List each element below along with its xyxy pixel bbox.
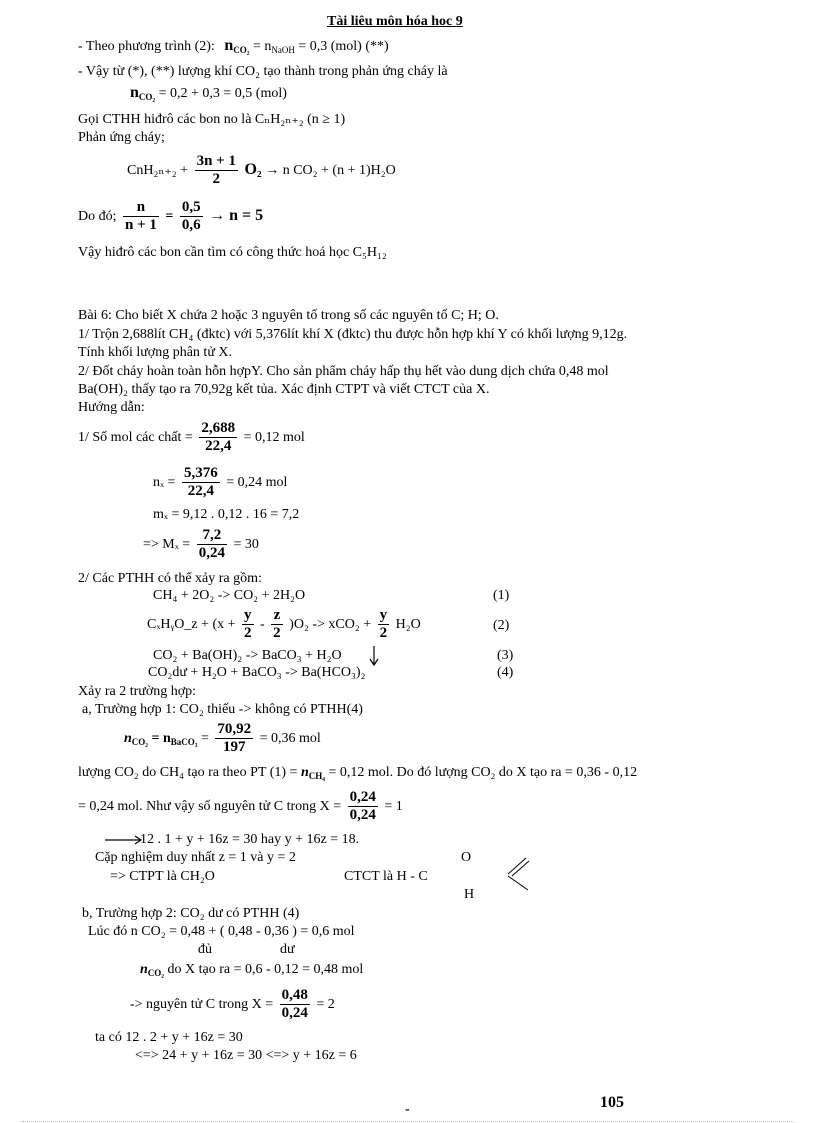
subscript: CO₂ bbox=[138, 92, 156, 102]
case-b-line: <=> 24 + y + 16z = 30 <=> y + 16z = 6 bbox=[135, 1048, 357, 1063]
case-b-line bbox=[140, 961, 363, 982]
denominator: 0,24 bbox=[198, 545, 225, 562]
numerator: y bbox=[244, 607, 252, 624]
case-a-ctct: CTCT là H - C bbox=[344, 869, 428, 884]
cases-title: Xảy ra 2 trường hợp: bbox=[78, 684, 197, 699]
precipitate-arrow-icon bbox=[368, 645, 380, 667]
bai6-line: Tính khối lượng phân tử X. bbox=[78, 345, 233, 360]
fraction-05-06 bbox=[180, 199, 203, 234]
step-Mx bbox=[143, 525, 259, 565]
bai6-title: Bài 6: Cho biết X chứa 2 hoặc 3 nguyên tố trong số các nguyên tố C; H; O. bbox=[78, 308, 499, 323]
structure-bonds-icon bbox=[506, 856, 532, 892]
text: = 0,2 + 0,3 = 0,5 (mol) bbox=[158, 86, 287, 101]
symbol-n: n bbox=[300, 765, 309, 780]
struct-hydrogen: H bbox=[464, 887, 475, 902]
subscript: CO₂ bbox=[233, 45, 250, 55]
bai6-line: 1/ Trộn 2,688lít CH₄ (đktc) với 5,376lít khí X (đktc) thu được hỗn hợp khí Y có khối lượng 9,12g. bbox=[78, 327, 628, 342]
subscript: NaOH bbox=[271, 45, 295, 55]
numerator: 0,48 bbox=[281, 987, 308, 1004]
page-title: Tài liêu môn hóa hoc 9 bbox=[327, 14, 463, 29]
denominator: 2 bbox=[273, 625, 281, 642]
symbol-n: n bbox=[140, 962, 148, 977]
line-theo-phuong-trinh bbox=[78, 37, 389, 59]
text: -> nguyên tử C trong X = bbox=[130, 997, 274, 1012]
subscript: CO₂ bbox=[147, 968, 164, 978]
reaction-1-number: (1) bbox=[493, 588, 510, 603]
text: CₓHᵧO_z + (x + bbox=[147, 617, 236, 632]
numerator: z bbox=[271, 607, 283, 625]
denominator: 197 bbox=[223, 739, 246, 756]
reaction-4: CO₂dư + H₂O + BaCO₃ -> Ba(HCO₃)₂ bbox=[148, 665, 366, 680]
line-phan-ung-chay: Phản ứng cháy; bbox=[78, 130, 165, 145]
text: lượng CO₂ do CH₄ tạo ra theo PT (1) = bbox=[78, 765, 298, 780]
subscript: CO₂ bbox=[131, 737, 148, 747]
numerator: 2,688 bbox=[201, 420, 236, 437]
text: = 0,12 mol. Do đó lượng CO₂ do X tạo ra = 0,36 - 0,12 bbox=[328, 765, 638, 780]
fraction-3n1-2 bbox=[195, 153, 238, 188]
case-b-du2: dư bbox=[280, 942, 295, 957]
fraction bbox=[182, 465, 220, 500]
text: Do đó; bbox=[78, 209, 117, 224]
case-a-line: Cặp nghiệm duy nhất z = 1 và y = 2 bbox=[95, 850, 296, 865]
step-mx: mₓ = 9,12 . 0,12 . 16 = 7,2 bbox=[153, 507, 300, 522]
case-a-line bbox=[78, 787, 403, 827]
fraction bbox=[215, 721, 253, 756]
fraction bbox=[197, 527, 227, 562]
text: = 0,12 mol bbox=[243, 430, 305, 445]
denominator: 2 bbox=[244, 625, 252, 642]
step-so-mol bbox=[78, 418, 305, 458]
numerator: 0,24 bbox=[349, 789, 376, 806]
denominator: 2 bbox=[379, 625, 388, 642]
equals: = bbox=[165, 209, 174, 224]
reaction-2-number: (2) bbox=[493, 618, 510, 633]
fraction bbox=[271, 607, 283, 642]
case-a-title: a, Trường hợp 1: CO₂ thiếu -> không có PTHH(4) bbox=[82, 702, 363, 717]
page-number: 105 bbox=[600, 1094, 624, 1111]
reaction-1: CH₄ + 2O₂ -> CO₂ + 2H₂O bbox=[153, 588, 306, 603]
text: = 0,24 mol bbox=[226, 475, 288, 490]
eq-o2: O₂ bbox=[244, 161, 262, 178]
fraction bbox=[378, 607, 390, 642]
numerator: y bbox=[379, 607, 388, 624]
reaction-2 bbox=[147, 605, 421, 645]
case-b-du: đủ bbox=[198, 942, 212, 957]
denominator: 22,4 bbox=[187, 483, 214, 500]
case-a-eq bbox=[124, 719, 321, 762]
reaction-3-number: (3) bbox=[497, 648, 514, 663]
symbol-n: n bbox=[224, 37, 234, 54]
numerator: 5,376 bbox=[183, 465, 218, 482]
numerator: 7,2 bbox=[197, 527, 227, 545]
text: - Theo phương trình (2): bbox=[78, 39, 215, 54]
combustion-equation bbox=[127, 150, 396, 191]
fraction bbox=[280, 987, 310, 1022]
subscript: CH₄ bbox=[308, 771, 325, 781]
case-a-line bbox=[78, 764, 637, 785]
denominator: 2 bbox=[212, 171, 220, 188]
text: = 1 bbox=[384, 799, 403, 814]
denominator: 22,4 bbox=[205, 438, 232, 455]
case-a-ctpt: => CTPT là CH₂O bbox=[110, 869, 215, 884]
text: = 0,36 mol bbox=[259, 731, 321, 746]
line-conclusion: Vậy hiđrô các bon cần tìm có công thức hoá học C₅H₁₂ bbox=[78, 245, 387, 260]
text: )O₂ -> xCO₂ + bbox=[289, 617, 372, 632]
bai6-line: 2/ Đốt cháy hoàn toàn hỗn hợpY. Cho sản phẩm cháy hấp thụ hết vào dung dịch chứa 0,48 mol bbox=[78, 364, 609, 379]
text: - bbox=[260, 617, 265, 632]
denominator: 0,6 bbox=[181, 217, 201, 234]
text: = 0,3 (mol) (**) bbox=[298, 39, 389, 54]
denominator: 0,24 bbox=[281, 1005, 308, 1022]
fraction bbox=[199, 420, 237, 455]
text: H₂O bbox=[395, 617, 421, 632]
numerator: 70,92 bbox=[217, 721, 252, 738]
text: = 2 bbox=[316, 997, 335, 1012]
case-b-line: Lúc đó n CO₂ = 0,48 + ( 0,48 - 0,36 ) = 0,6 mol bbox=[88, 924, 355, 939]
struct-oxygen: O bbox=[461, 850, 472, 865]
denominator: n + 1 bbox=[125, 217, 157, 234]
subscript: BaCO₃ bbox=[170, 737, 198, 747]
case-b-line: ta có 12 . 2 + y + 16z = 30 bbox=[95, 1030, 243, 1045]
eq-left: CnH₂ₙ₊₂ + bbox=[127, 163, 189, 178]
text: = n bbox=[151, 731, 171, 746]
numerator: 3n + 1 bbox=[196, 153, 236, 170]
case-b-title: b, Trường hợp 2: CO₂ dư có PTHH (4) bbox=[82, 906, 300, 921]
line-goi-cthh: Gọi CTHH hiđrô các bon no là CₙH₂ₙ₊₂ (n ≥ 1) bbox=[78, 112, 346, 127]
line-vay-tu: - Vậy từ (*), (**) lượng khí CO₂ tạo thành trong phản ứng cháy là bbox=[78, 64, 448, 79]
reaction-3: CO₂ + Ba(OH)₂ -> BaCO₃ + H₂O bbox=[153, 648, 342, 663]
case-a-line: 12 . 1 + y + 16z = 30 hay y + 16z = 18. bbox=[140, 832, 360, 847]
implies-arrow-icon bbox=[104, 834, 144, 846]
symbol-n: n bbox=[130, 84, 139, 101]
line-do-do bbox=[78, 196, 263, 237]
huong-dan: Hướng dẫn: bbox=[78, 400, 145, 415]
numerator: 0,5 bbox=[181, 199, 201, 216]
symbol-n: n bbox=[124, 731, 132, 746]
fraction-n-n1 bbox=[123, 199, 159, 234]
text: => Mₓ = bbox=[143, 537, 191, 552]
case-b-line bbox=[130, 985, 335, 1025]
bai6-line: Ba(OH)₂ thấy tạo ra 70,92g kết tủa. Xác định CTPT và viết CTCT của X. bbox=[78, 382, 490, 397]
pthh-title: 2/ Các PTHH có thể xảy ra gồm: bbox=[78, 571, 262, 586]
line-nco2-total bbox=[130, 84, 287, 106]
text: = 30 bbox=[233, 537, 259, 552]
denominator: 0,24 bbox=[349, 807, 376, 824]
footer-divider bbox=[22, 1121, 794, 1122]
text: = bbox=[200, 731, 209, 746]
eq-right: → n CO₂ + (n + 1)H₂O bbox=[265, 163, 396, 178]
text: = 0,24 mol. Như vậy số nguyên tử C trong X = bbox=[78, 799, 342, 814]
reaction-4-number: (4) bbox=[497, 665, 514, 680]
step-nx bbox=[153, 463, 287, 503]
fraction bbox=[242, 607, 254, 642]
footer-dash: - bbox=[405, 1102, 410, 1117]
text: nₓ = bbox=[153, 475, 176, 490]
numerator: n bbox=[123, 199, 159, 217]
text: do X tạo ra = 0,6 - 0,12 = 0,48 mol bbox=[167, 962, 364, 977]
fraction bbox=[348, 789, 378, 824]
text: 1/ Số mol các chất = bbox=[78, 430, 193, 445]
text: = n bbox=[252, 39, 272, 54]
result: → n = 5 bbox=[209, 207, 264, 224]
